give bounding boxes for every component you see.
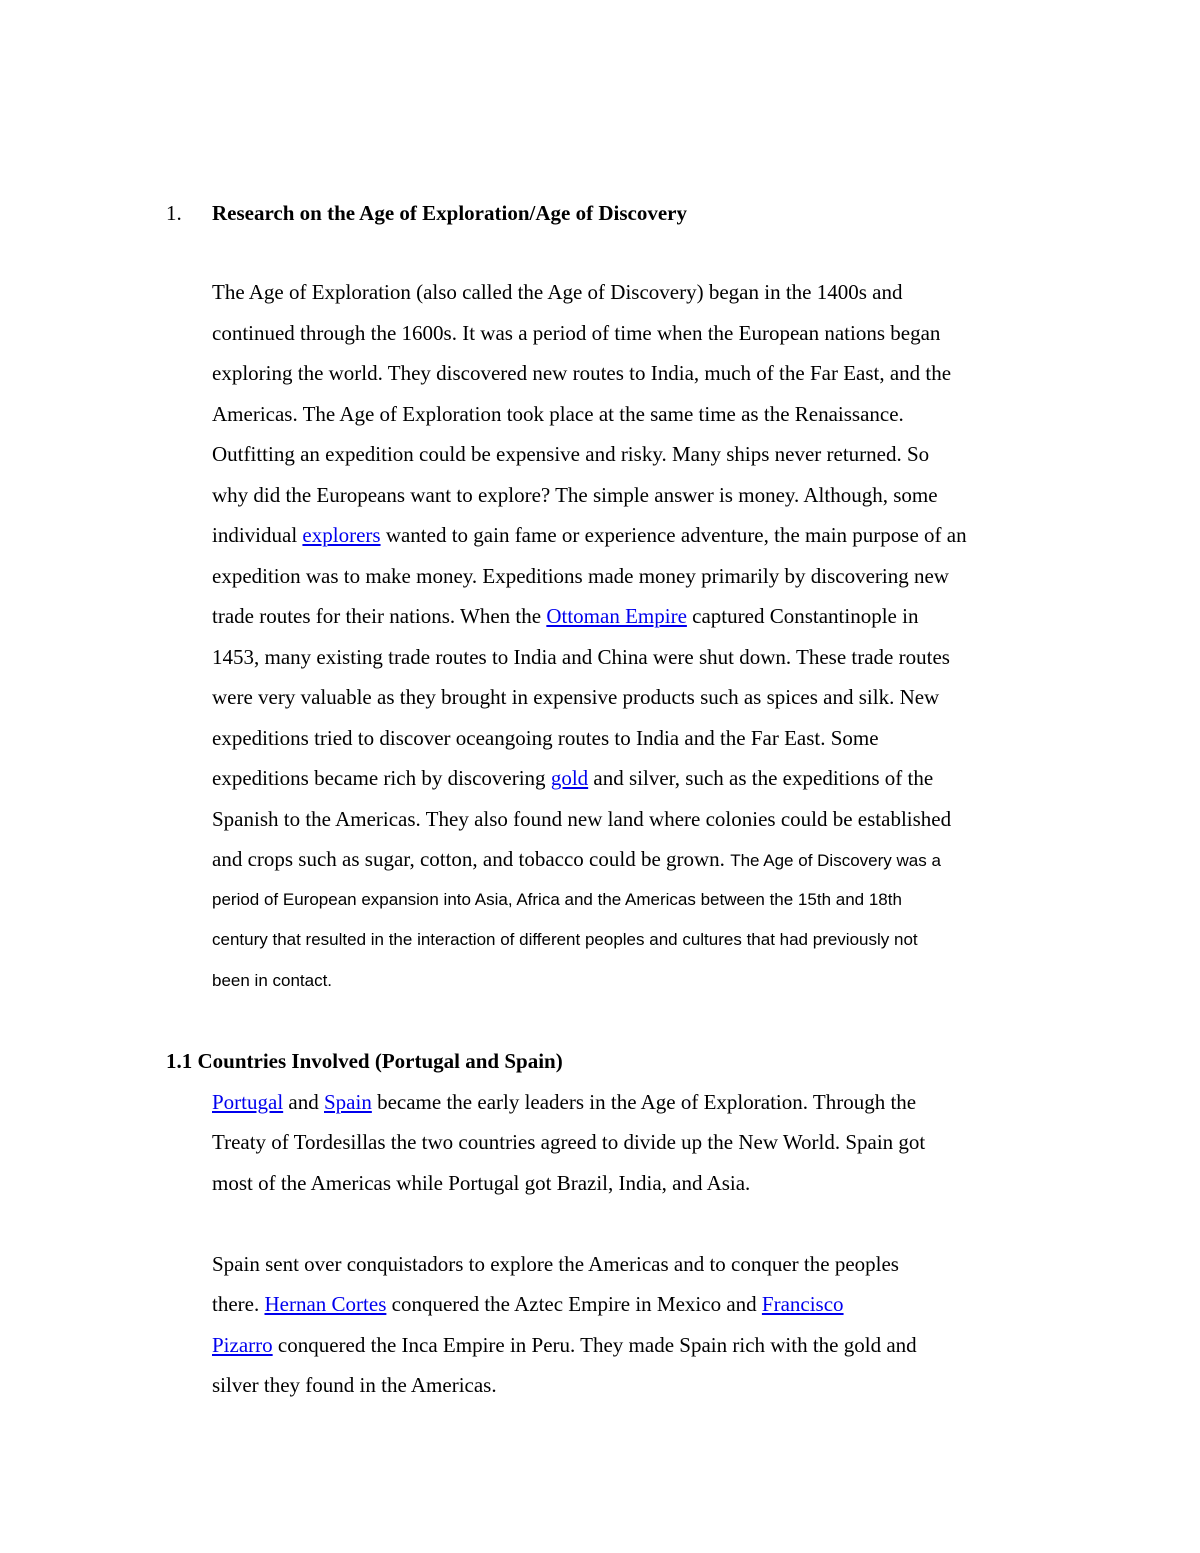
text-line: Americas. The Age of Exploration took place at the same time as the Renaissance.: [212, 401, 904, 426]
text-line: exploring the world. They discovered new routes to India, much of the Far East, and the: [212, 361, 952, 385]
section-number: 1.: [166, 201, 182, 225]
text-line: [212, 1325, 1092, 1365]
text-segment: and silver, such as the expeditions of the: [588, 766, 934, 790]
text-line: continued through the 1600s. It was a period of time when the European nations began: [212, 320, 941, 345]
spain-link[interactable]: Spain: [324, 1090, 372, 1114]
text-segment: trade routes for their nations. When the: [212, 604, 547, 628]
text-line: [212, 758, 1092, 799]
text-line: 1453, many existing trade routes to India and China were shut down. These trade routes: [212, 644, 950, 669]
portugal-link[interactable]: Portugal: [212, 1090, 284, 1114]
text-line: [212, 839, 1092, 880]
text-line: been in contact.: [212, 970, 333, 990]
text-segment: expeditions became rich by discovering: [212, 766, 551, 790]
text-segment: and crops such as sugar, cotton, and tobacco could be grown.: [212, 847, 731, 871]
section-title: Research on the Age of Exploration/Age of Discovery: [212, 201, 687, 225]
section-heading: [166, 198, 687, 228]
text-segment: captured Constantinople in: [686, 604, 919, 628]
text-segment: individual: [212, 523, 303, 547]
text-line: Outfitting an expedition could be expensive and risky. Many ships never returned. So: [212, 442, 930, 466]
text-segment: and: [283, 1090, 324, 1114]
ottoman-empire-link[interactable]: Ottoman Empire: [546, 604, 687, 628]
countries-paragraph: [212, 1082, 1092, 1203]
text-line: expedition was to make money. Expeditions made money primarily by discovering new: [212, 563, 949, 588]
explorers-link[interactable]: explorers: [302, 523, 381, 547]
text-line: silver they found in the Americas.: [212, 1372, 497, 1397]
text-segment: wanted to gain fame or experience adventure, the main purpose of an: [380, 523, 967, 547]
text-line: [212, 515, 1092, 556]
text-line: [212, 596, 1092, 637]
text-segment: conquered the Aztec Empire in Mexico and: [386, 1292, 762, 1317]
hernan-cortes-link[interactable]: Hernan Cortes: [264, 1292, 387, 1317]
subsection-heading: 1.1 Countries Involved (Portugal and Spain): [166, 1049, 563, 1073]
text-line: [212, 1284, 1092, 1324]
francisco-pizarro-link-continued[interactable]: Pizarro: [212, 1332, 273, 1357]
text-line: why did the Europeans want to explore? The simple answer is money. Although, some: [212, 482, 938, 507]
text-line: expeditions tried to discover oceangoing routes to India and the Far East. Some: [212, 725, 879, 750]
conquistadors-paragraph: [212, 1244, 1092, 1405]
text-line: Treaty of Tordesillas the two countries agreed to divide up the New World. Spain got: [212, 1130, 926, 1155]
francisco-pizarro-link[interactable]: Francisco: [761, 1292, 844, 1317]
text-segment: there.: [212, 1292, 265, 1317]
text-line: period of European expansion into Asia, Africa and the Americas between the 15th and 18th: [212, 889, 902, 909]
text-segment: conquered the Inca Empire in Peru. They made Spain rich with the gold and: [272, 1332, 917, 1357]
text-line: Spanish to the Americas. They also found new land where colonies could be established: [212, 806, 952, 831]
text-segment: The Age of Discovery was a: [730, 851, 941, 870]
text-line: most of the Americas while Portugal got Brazil, India, and Asia.: [212, 1170, 751, 1195]
text-line: [212, 1082, 1092, 1122]
text-line: century that resulted in the interaction of different peoples and cultures that had previously not: [212, 930, 918, 949]
text-segment: became the early leaders in the Age of Exploration. Through the: [371, 1090, 917, 1114]
gold-link[interactable]: gold: [550, 766, 589, 790]
text-line: The Age of Exploration (also called the Age of Discovery) began in the 1400s and: [212, 280, 903, 304]
intro-paragraph: [212, 272, 1092, 1001]
text-line: Spain sent over conquistadors to explore the Americas and to conquer the peoples: [212, 1252, 899, 1276]
text-line: were very valuable as they brought in expensive products such as spices and silk. New: [212, 685, 940, 709]
